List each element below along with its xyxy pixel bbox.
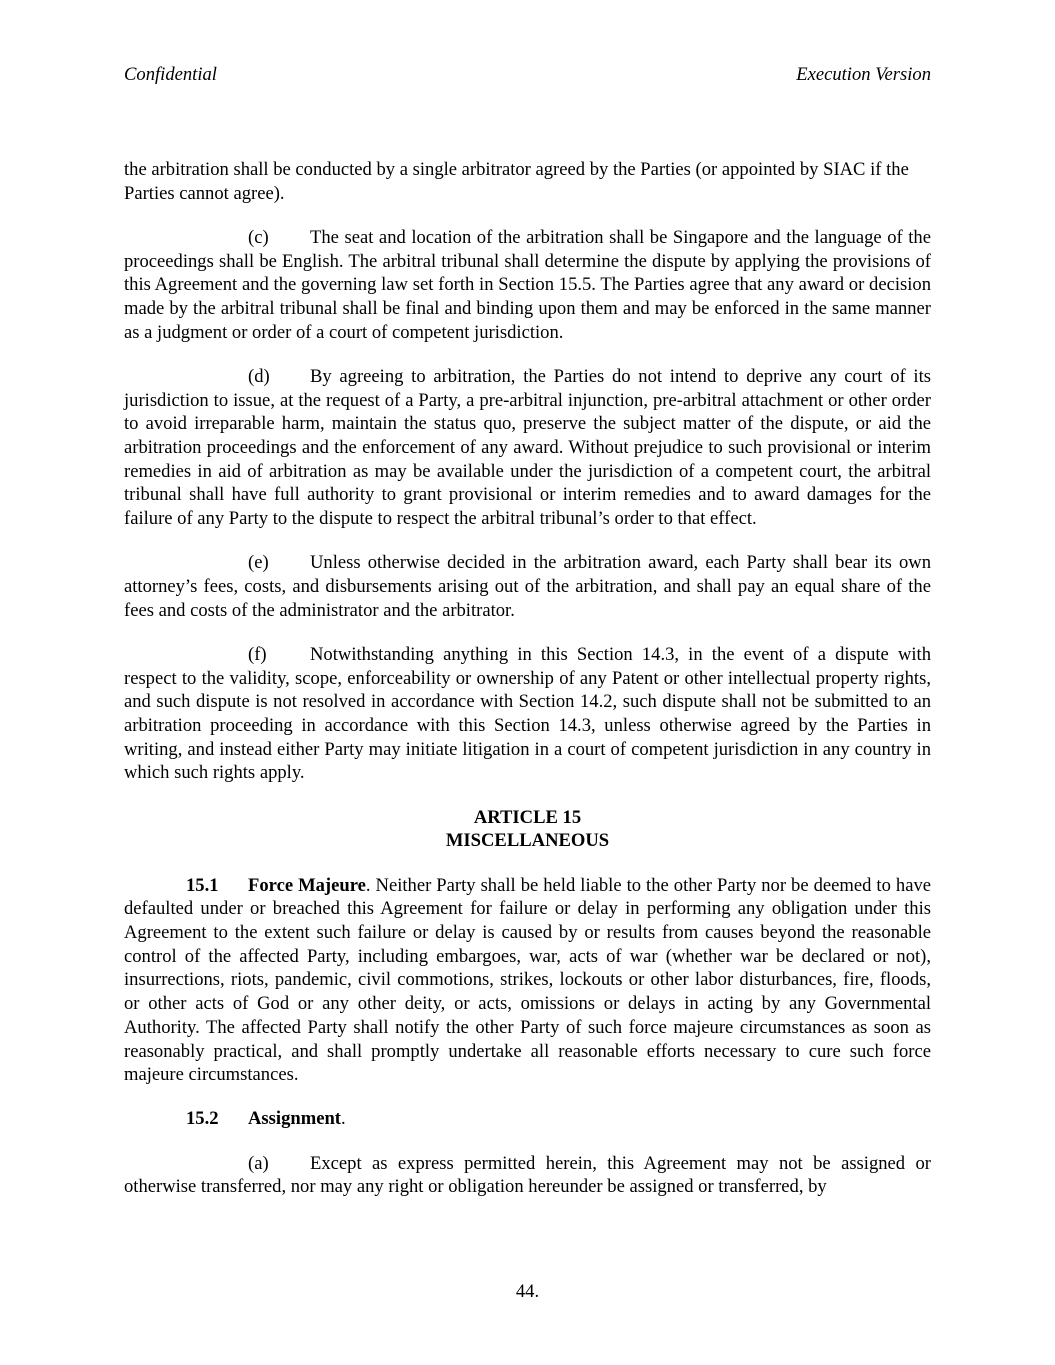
section-15-1 (124, 874, 931, 1087)
paragraph-e-text: Unless otherwise decided in the arbitration award, each Party shall bear its own attorney’s fees, costs, and disbursements arising out of the arbitration, and shall pay an equal share of the fees and costs of the administrator and the arbitrator. (124, 552, 931, 621)
document-page (124, 0, 931, 1365)
section-15-1-text: . Neither Party shall be held liable to the other Party nor be deemed to have defaulted under or breached this Agreement for failure or delay in performing any obligation under this Agreement to the extent such failure or delay is caused by or results from causes beyond the reasonable control of the affected Party, including embargoes, war, acts of war (whether war be declared or not), insurrections, riots, pandemic, civil commotions, strikes, lockouts or other labor disturbances, fire, floods, or other acts of God or any other deity, or acts, omissions or delays in acting by any Governmental Authority. The affected Party shall notify the other Party of such force majeure circumstances as soon as reasonably practical, and shall promptly undertake all reasonable efforts necessary to cure such force majeure circumstances. (124, 874, 931, 1086)
section-15-2-title: Assignment (248, 1108, 341, 1130)
paragraph-f (124, 643, 931, 785)
header-execution-version: Execution Version (796, 64, 931, 85)
paragraph-15-2-a (124, 1152, 931, 1199)
section-15-2-number: 15.2 (186, 1108, 219, 1130)
header-confidential: Confidential (124, 64, 217, 85)
paragraph-d-label: (d) (248, 365, 270, 387)
article-heading (124, 806, 931, 853)
paragraph-c-text: The seat and location of the arbitration shall be Singapore and the language of the proceedings shall be English. The arbitral tribunal shall determine the dispute by applying the provisions of this Agreement and the governing law set forth in Section 15.5. The Parties agree that any award or decision made by the arbitral tribunal shall be final and binding upon them and may be enforced in the same manner as a judgment or order of a court of competent jurisdiction. (124, 226, 931, 343)
article-title: MISCELLANEOUS (445, 830, 610, 852)
paragraph-15-2-a-label: (a) (248, 1152, 269, 1174)
document-body (124, 158, 931, 1220)
section-15-1-title: Force Majeure (248, 874, 366, 896)
paragraph-f-label: (f) (248, 643, 267, 665)
paragraph-c-label: (c) (248, 226, 269, 248)
article-number: ARTICLE 15 (473, 806, 582, 828)
paragraph-e (124, 551, 931, 622)
paragraph-f-text: Notwithstanding anything in this Section 14.3, in the event of a dispute with respect to the validity, scope, enforceability or ownership of any Patent or other intellectual property rights, and such dispute is not resolved in accordance with Section 14.2, such dispute shall not be submitted to an arbitration proceeding in accordance with this Section 14.3, unless otherwise agreed by the Parties in writing, and instead either Party may initiate litigation in a court of competent jurisdiction in any country in which such rights apply. (124, 643, 931, 784)
paragraph-15-2-a-text: Except as express permitted herein, this Agreement may not be assigned or otherwise transferred, nor may any right or obligation hereunder be assigned or transferred, by (124, 1152, 931, 1198)
page-number: 44. (515, 1281, 540, 1302)
section-15-2-period: . (340, 1108, 346, 1130)
paragraph-c (124, 226, 931, 345)
paragraph-e-label: (e) (248, 552, 269, 574)
paragraph-continuation: the arbitration shall be conducted by a single arbitrator agreed by the Parties (or appointed by SIAC if the Parties cannot agree). (124, 159, 909, 204)
paragraph-d (124, 365, 931, 531)
section-15-1-number: 15.1 (186, 874, 219, 896)
paragraph-d-text: By agreeing to arbitration, the Parties do not intend to deprive any court of its jurisdiction to issue, at the request of a Party, a pre-arbitral injunction, pre-arbitral attachment or other order to avoid irreparable harm, maintain the status quo, preserve the subject matter of the dispute, or aid the arbitration proceedings and the enforcement of any award. Without prejudice to such provisional or interim remedies in aid of arbitration as may be available under the jurisdiction of a competent court, the arbitral tribunal shall have full authority to grant provisional or interim remedies and to award damages for the failure of any Party to the dispute to respect the arbitral tribunal’s order to that effect. (124, 365, 931, 530)
section-15-2 (124, 1107, 931, 1131)
